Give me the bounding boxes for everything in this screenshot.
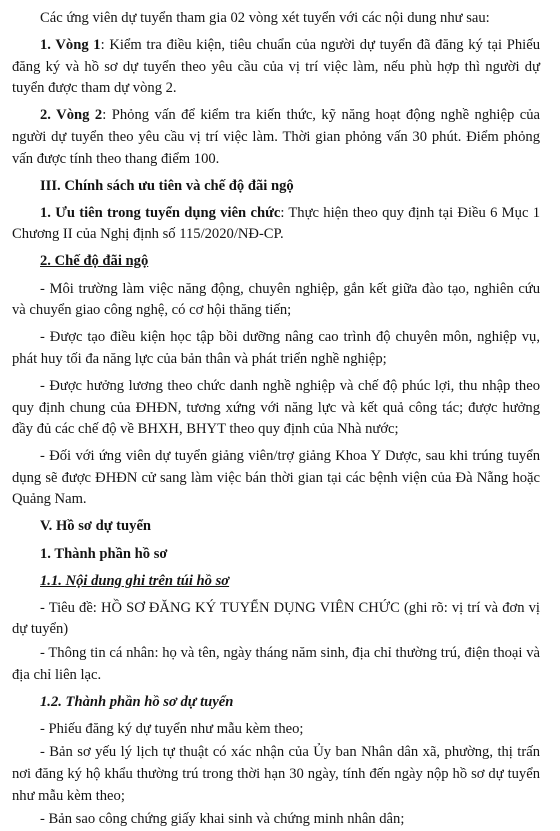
intro-paragraph: Các ứng viên dự tuyển tham gia 02 vòng xét tuyển với các nội dung như sau: xyxy=(40,10,490,26)
benefit-item: - Đối với ứng viên dự tuyển giảng viên/trợ giảng Khoa Y Dược, sau khi trúng tuyển dụng sẽ được ĐHĐN cử sang làm việc bán thời gian tại các bệnh viện của Đà Nẵng hoặc Quảng Nam. xyxy=(12,448,540,508)
round2-paragraph xyxy=(12,105,540,170)
application-components-heading: 1.2. Thành phần hồ sơ dự tuyển xyxy=(40,693,234,710)
documents-heading: 1. Thành phần hồ sơ xyxy=(40,545,168,562)
round2-text: : Phỏng vấn để kiểm tra kiến thức, kỹ năng hoạt động nghề nghiệp của người dự tuyển theo yêu cầu vị trí việc làm. Thời gian phỏng vấn 30 phút. Điểm phỏng vấn được tính theo thang điểm 100. xyxy=(12,107,540,167)
benefit-item: - Được tạo điều kiện học tập bồi dưỡng nâng cao trình độ chuyên môn, nghiệp vụ, phát huy tối đa năng lực của bản thân và phát triển nghề nghiệp; xyxy=(12,329,540,367)
section3-heading: III. Chính sách ưu tiên và chế độ đãi ngộ xyxy=(40,177,294,194)
envelope-item: - Tiêu đề: HỒ SƠ ĐĂNG KÝ TUYỂN DỤNG VIÊN CHỨC (ghi rõ: vị trí và đơn vị dự tuyển) xyxy=(12,599,540,638)
round1-paragraph xyxy=(12,35,540,100)
benefit-item: - Được hưởng lương theo chức danh nghề nghiệp và chế độ phúc lợi, thu nhập theo quy định chung của ĐHĐN, tương xứng với năng lực và kết quả công tác; được hưởng đầy đủ các chế độ về BHXH, BHYT theo quy định của Nhà nước; xyxy=(12,377,540,438)
component-item: - Phiếu đăng ký dự tuyển như mẫu kèm theo; xyxy=(40,720,304,737)
priority-text: : Thực hiện theo quy định tại Điều 6 Mục 1 Chương II của Nghị định số 115/2020/NĐ-CP. xyxy=(12,204,541,243)
round1-text: : Kiểm tra điều kiện, tiêu chuẩn của người dự tuyển đã đăng ký tại Phiếu đăng ký và hồ sơ dự tuyển theo yêu cầu của vị trí việc làm, nếu phù hợp thì người dự tuyển được tham dự vòng 2. xyxy=(12,37,540,97)
benefit-item: - Môi trường làm việc năng động, chuyên nghiệp, gắn kết giữa đào tạo, nghiên cứu và chuyển giao công nghệ, có cơ hội thăng tiến; xyxy=(12,280,540,319)
round1-label: 1. Vòng 1 xyxy=(40,37,101,54)
component-item: - Bản sơ yếu lý lịch tự thuật có xác nhận của Ủy ban Nhân dân xã, phường, thị trấn nơi đăng ký hộ khẩu thường trú trong thời hạn 30 ngày, tính đến ngày nộp hồ sơ dự tuyển như mẫu kèm theo; xyxy=(12,744,540,804)
priority-label: 1. Ưu tiên trong tuyển dụng viên chức xyxy=(40,204,281,221)
envelope-item: - Thông tin cá nhân: họ và tên, ngày tháng năm sinh, địa chỉ thường trú, điện thoại và địa chỉ liên lạc. xyxy=(12,644,540,683)
envelope-content-heading: 1.1. Nội dung ghi trên túi hồ sơ xyxy=(40,572,230,589)
section5-heading: V. Hồ sơ dự tuyển xyxy=(40,518,152,535)
round2-label: 2. Vòng 2 xyxy=(40,107,103,124)
priority-paragraph xyxy=(12,203,540,246)
component-item: - Bản sao công chứng giấy khai sinh và chứng minh nhân dân; xyxy=(40,811,405,828)
benefits-heading: 2. Chế độ đãi ngộ xyxy=(40,253,149,270)
